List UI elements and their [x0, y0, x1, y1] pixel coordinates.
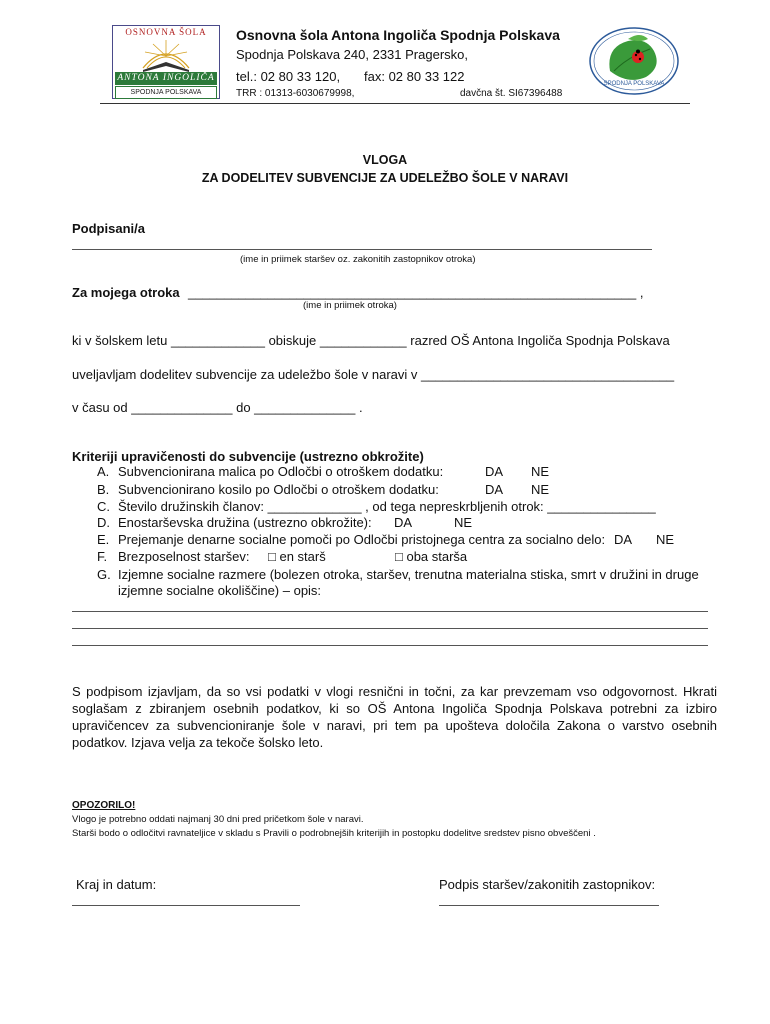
description-line-3[interactable]: [72, 645, 708, 646]
school-trr: TRR : 01313-6030679998,: [236, 88, 355, 99]
child-label: Za mojega otroka: [72, 285, 180, 300]
criteria-a-no[interactable]: NE: [531, 464, 550, 479]
criteria-letter-c: C.: [97, 499, 110, 514]
school-fax: fax: 02 80 33 122: [364, 69, 465, 84]
warning-line1: Vlogo je potrebno oddati najmanj 30 dni pred pričetkom šole v naravi.: [72, 814, 364, 825]
logo-right-bottom-text: SPODNJA POLSKAVA: [603, 81, 665, 87]
criteria-e-no[interactable]: NE: [656, 532, 675, 547]
criteria-f-one-parent-checkbox[interactable]: □ en starš: [268, 549, 326, 564]
criteria-text-d: Enostarševska družina (ustrezno obkrožite):: [118, 515, 372, 530]
criteria-letter-f: F.: [97, 549, 108, 564]
declaration-text: S podpisom izjavljam, da so vsi podatki v vlogi resnični in točni, za kar prevzemam vso odgovornost. Hkrati soglašam z zbiranjem osebnih podatkov, ki so OŠ Antona Ingoliča Spodnja Polskava potrebni za izbiro upravičencev za subvencioniranje šole v naravi, pri tem pa upošteva določila Zakona o varstvo osebnih podatkov. Izjava velja za tekoče šolsko leto.: [72, 684, 717, 750]
criteria-a-yes[interactable]: DA: [485, 464, 504, 479]
criteria-text-g2: izjemne socialne okoliščine) – opis:: [118, 583, 322, 598]
criteria-heading: Kriteriji upravičenosti do subvencije (ustrezno obkrožite): [72, 449, 424, 464]
criteria-letter-g: G.: [97, 567, 111, 582]
criteria-text-c[interactable]: Število družinskih članov: _____________ , od tega nepreskrbljenih otrok: _______________: [118, 499, 656, 514]
title-line1: VLOGA: [362, 153, 408, 167]
description-line-1[interactable]: [72, 611, 708, 612]
signed-label: Podpisani/a: [72, 221, 145, 236]
logo-left-band: ANTONA INGOLIČA: [115, 72, 217, 85]
child-hint: (ime in priimek otroka): [303, 300, 397, 311]
criteria-d-yes[interactable]: DA: [394, 515, 413, 530]
description-line-2[interactable]: [72, 628, 708, 629]
criteria-f-both-parents-checkbox[interactable]: □ oba starša: [395, 549, 468, 564]
criteria-letter-d: D.: [97, 515, 110, 530]
time-line[interactable]: v času od ______________ do ______________ .: [72, 400, 363, 415]
school-address: Spodnja Polskava 240, 2331 Pragersko,: [236, 47, 468, 62]
criteria-letter-b: B.: [97, 482, 110, 497]
criteria-b-yes[interactable]: DA: [485, 482, 504, 497]
claim-line[interactable]: uveljavljam dodelitev subvencije za udeležbo šole v naravi v ___________________________________: [72, 367, 675, 382]
child-name-field[interactable]: ______________________________________________________________ ,: [188, 285, 644, 300]
criteria-d-no[interactable]: NE: [454, 515, 473, 530]
logo-left-top-text: OSNOVNA ŠOLA: [125, 27, 207, 37]
logo-left-bottom-text: SPODNJA POLSKAVA: [115, 86, 217, 99]
warning-line2: Starši bodo o odločitvi ravnateljice v skladu s Pravili o podrobnejših kriterijih in postopku dodelitve sredstev pisno obveščeni .: [72, 828, 596, 839]
place-date-label: Kraj in datum:: [76, 877, 157, 892]
criteria-letter-a: A.: [97, 464, 110, 479]
criteria-text-g: Izjemne socialne razmere (bolezen otroka, staršev, trenutna materialna stiska, smrt v družini in druge: [118, 567, 699, 582]
school-name: Osnovna šola Antona Ingoliča Spodnja Polskava: [236, 27, 560, 43]
school-vat: davčna št. SI67396488: [460, 88, 563, 99]
criteria-text-f: Brezposelnost staršev:: [118, 549, 250, 564]
warning-title: OPOZORILO!: [72, 800, 136, 811]
school-logo-left: [112, 25, 220, 99]
criteria-text-b: Subvencionirano kosilo po Odločbi o otroškem dodatku:: [118, 482, 439, 497]
criteria-b-no[interactable]: NE: [531, 482, 550, 497]
criteria-letter-e: E.: [97, 532, 110, 547]
criteria-text-a: Subvencionirana malica po Odločbi o otroškem dodatku:: [118, 464, 444, 479]
parent-signature-field[interactable]: [439, 905, 659, 906]
signed-hint: (ime in priimek staršev oz. zakonitih zastopnikov otroka): [240, 254, 476, 265]
parent-signature-label: Podpis staršev/zakonitih zastopnikov:: [439, 877, 656, 892]
school-year-line[interactable]: ki v šolskem letu _____________ obiskuje ____________ razred OŠ Antona Ingoliča Spodnja Polskava: [72, 333, 670, 348]
place-date-field[interactable]: [72, 905, 300, 906]
criteria-text-e: Prejemanje denarne socialne pomoči po Odločbi pristojnega centra za socialno delo:: [118, 532, 606, 547]
school-logo-right: [588, 27, 680, 95]
signed-name-field[interactable]: [72, 249, 652, 250]
school-tel: tel.: 02 80 33 120,: [236, 69, 341, 84]
header-divider: [100, 103, 690, 104]
title-line2: ZA DODELITEV SUBVENCIJE ZA UDELEŽBO ŠOLE V NARAVI: [201, 171, 569, 185]
criteria-e-yes[interactable]: DA: [614, 532, 633, 547]
